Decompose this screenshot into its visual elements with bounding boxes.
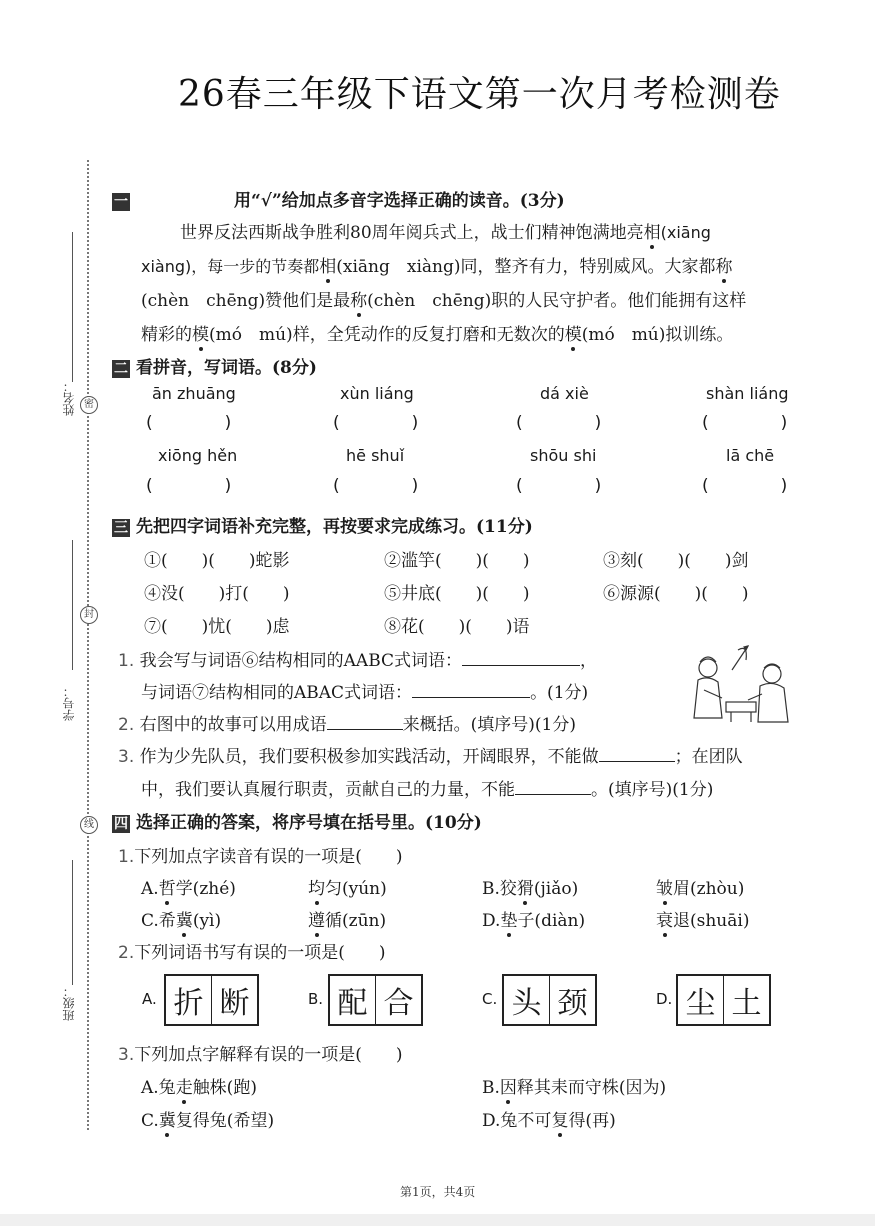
q2-option-b-letter[interactable]: B. xyxy=(308,990,324,1008)
blank-aabc[interactable] xyxy=(462,649,580,666)
person-left-icon xyxy=(694,657,722,718)
s4-q3-option-a[interactable]: A.兔走触株(跑) xyxy=(141,1078,257,1098)
s3-question-3b: 中，我们要认真履行职责，贡献自己的力量，不能 。(填序号)(1分) xyxy=(141,780,714,800)
pinyin-3: dá xiè xyxy=(540,384,589,403)
answer-box-2[interactable]: ( ) xyxy=(333,413,419,433)
page-number: 第1页，共4页 xyxy=(400,1185,476,1199)
idiom-1[interactable]: ①( )( )蛇影 xyxy=(144,551,290,571)
blank-idiom-story[interactable] xyxy=(327,713,403,730)
seal-feng: 封 xyxy=(80,606,98,624)
s4-q1-option-b2: 皱眉(zhòu) xyxy=(656,879,745,899)
person-right-icon xyxy=(748,664,788,722)
answer-box-5[interactable]: ( ) xyxy=(146,476,232,496)
pinyin-5: xiōng hěn xyxy=(158,446,238,465)
name-underline xyxy=(72,232,73,382)
s1-line-4: 精彩的模(mó mú)样，全凭动作的反复打磨和无数次的模(mó mú)拟训练。 xyxy=(141,325,734,345)
s4-q3-option-d[interactable]: D.兔不可复得(再) xyxy=(482,1111,616,1131)
answer-box-4[interactable]: ( ) xyxy=(702,413,788,433)
number-label: 学号： xyxy=(62,685,76,721)
story-illustration xyxy=(686,640,796,730)
s4-q1-option-a2: 均匀(yún) xyxy=(308,879,387,899)
q2-a-char-1: 折 xyxy=(173,986,204,1021)
section-3-badge: 三 xyxy=(114,519,128,536)
section-1-heading: 一 用“√”给加点多音字选择正确的读音。(3分) xyxy=(114,191,565,211)
section-2-badge: 二 xyxy=(114,360,128,377)
s1-line-1: 世界反法西斯战争胜利80周年阅兵式上，战士们精神饱满地亮相(xiāng xyxy=(180,223,711,243)
q2-c-char-1: 头 xyxy=(511,986,542,1021)
q2-a-char-2: 断 xyxy=(211,976,257,1024)
s4-q1-option-b[interactable]: B.狡猾(jiǎo) xyxy=(482,879,579,899)
binding-line xyxy=(87,160,89,1130)
pinyin-6: hē shuǐ xyxy=(346,446,405,465)
seal-mi: 密 xyxy=(80,396,98,414)
q2-option-c-box[interactable] xyxy=(502,974,597,1026)
s4-q1-option-a[interactable]: A.哲学(zhé) xyxy=(141,879,236,899)
idiom-2[interactable]: ②滥竽( )( ) xyxy=(384,551,530,571)
answer-box-6[interactable]: ( ) xyxy=(333,476,419,496)
pinyin-4: shàn liáng xyxy=(706,384,789,403)
bottom-bar xyxy=(0,1214,875,1226)
s4-question-3: 3.下列加点字解释有误的一项是( ) xyxy=(118,1045,403,1065)
s1-line-3: (chèn chēng)赞他们是最称(chèn chēng)职的人民守护者。他们能拥有这样 xyxy=(141,291,747,311)
q2-option-a-letter[interactable]: A. xyxy=(142,990,157,1008)
name-label: 姓名： xyxy=(62,380,76,416)
s4-q1-option-d2: 衰退(shuāi) xyxy=(656,911,750,931)
blank-q3-2[interactable] xyxy=(515,778,591,795)
q2-option-c-letter[interactable]: C. xyxy=(482,990,498,1008)
q2-c-char-2: 颈 xyxy=(549,976,595,1024)
s4-q1-option-c2: 遵循(zūn) xyxy=(308,911,387,931)
page-title: 26春三年级下语文第一次月考检测卷 xyxy=(178,74,781,115)
s4-question-2: 2.下列词语书写有误的一项是( ) xyxy=(118,943,386,963)
answer-box-7[interactable]: ( ) xyxy=(516,476,602,496)
q2-b-char-2: 合 xyxy=(375,976,421,1024)
seal-xian: 线 xyxy=(80,816,98,834)
s4-question-1: 1.下列加点字读音有误的一项是( ) xyxy=(118,847,403,867)
s3-question-1b: 与词语⑦结构相同的ABAC式词语： 。(1分) xyxy=(141,683,589,703)
class-label: 班级： xyxy=(62,985,76,1021)
section-4-heading: 四 选择正确的答案，将序号填在括号里。(10分) xyxy=(114,813,482,833)
s4-q3-option-b[interactable]: B.因释其耒而守株(因为) xyxy=(482,1078,667,1098)
s4-q3-option-c[interactable]: C.冀复得兔(希望) xyxy=(141,1111,275,1131)
s4-q1-option-d[interactable]: D.垫子(diàn) xyxy=(482,911,586,931)
s3-question-2: 2. 右图中的故事可以用成语 来概括。(填序号)(1分) xyxy=(118,715,576,735)
s3-question-3a: 3. 作为少先队员，我们要积极参加实践活动，开阔眼界，不能做 ；在团队 xyxy=(118,747,743,767)
idiom-3[interactable]: ③刻( )( )剑 xyxy=(603,551,749,571)
idiom-8[interactable]: ⑧花( )( )语 xyxy=(384,617,530,637)
number-underline xyxy=(72,540,73,670)
q2-option-b-box[interactable] xyxy=(328,974,423,1026)
answer-box-8[interactable]: ( ) xyxy=(702,476,788,496)
q2-d-char-2: 土 xyxy=(723,976,769,1024)
bow-arrow-icon xyxy=(732,646,748,670)
q2-d-char-1: 尘 xyxy=(685,986,716,1021)
idiom-5[interactable]: ⑤井底( )( ) xyxy=(384,584,530,604)
idiom-4[interactable]: ④没( )打( ) xyxy=(144,584,290,604)
q2-b-char-1: 配 xyxy=(337,986,368,1021)
s4-q1-option-c[interactable]: C.希冀(yì) xyxy=(141,911,222,931)
blank-q3-1[interactable] xyxy=(599,745,675,762)
s1-line-2: xiàng)，每一步的节奏都相(xiāng xiàng)同，整齐有力，特别威风。大家都称 xyxy=(141,257,733,277)
section-4-badge: 四 xyxy=(114,815,128,832)
pinyin-2: xùn liáng xyxy=(340,384,414,403)
q2-option-a-box[interactable] xyxy=(164,974,259,1026)
section-3-heading: 三 先把四字词语补充完整，再按要求完成练习。(11分) xyxy=(114,517,533,537)
pinyin-7: shōu shi xyxy=(530,446,597,465)
idiom-6[interactable]: ⑥源源( )( ) xyxy=(603,584,749,604)
pinyin-1: ān zhuāng xyxy=(152,384,236,403)
section-1-badge: 一 xyxy=(114,193,128,210)
q2-option-d-letter[interactable]: D. xyxy=(656,990,673,1008)
pinyin-8: lā chē xyxy=(726,446,775,465)
blank-abac[interactable] xyxy=(412,681,530,698)
board-icon xyxy=(726,702,756,722)
answer-box-1[interactable]: ( ) xyxy=(146,413,232,433)
class-underline xyxy=(72,860,73,985)
q2-option-d-box[interactable] xyxy=(676,974,771,1026)
idiom-7[interactable]: ⑦( )忧( )虑 xyxy=(144,617,290,637)
answer-box-3[interactable]: ( ) xyxy=(516,413,602,433)
s3-question-1a: 1. 我会写与词语⑥结构相同的AABC式词语： ， xyxy=(118,651,598,671)
section-2-heading: 二 看拼音，写词语。(8分) xyxy=(114,358,317,378)
